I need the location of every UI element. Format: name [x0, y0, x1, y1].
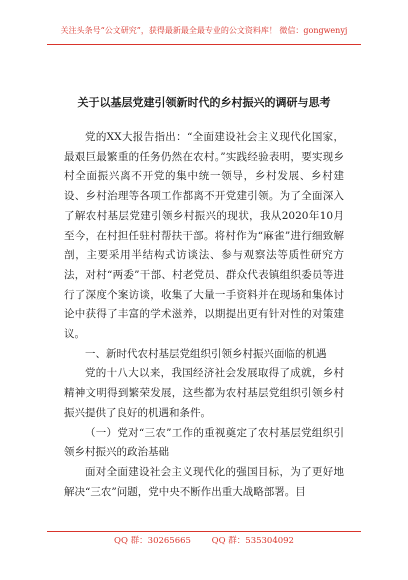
body-paragraph: 面对全面建设社会主义现代化的强国目标，为了更好地解决“三农”问题，党中央不断作出重大战略部署。目: [64, 465, 344, 498]
footer-qq-group-1: QQ 群：30265665: [114, 536, 191, 546]
footer-divider: [47, 531, 361, 532]
document-body: [64, 128, 344, 502]
body-paragraph: 党的XX大报告指出：“全面建设社会主义现代化国家，最艰巨最繁重的任务仍然在农村。”实践经验表明，要实现乡村全面振兴离不开党的集中统一领导，乡村发展、乡村建设、乡村治理等各项工作都离不开党建引领。为了全面深入了解农村基层党建引领乡村振兴的现状，我从2020年10月至今，在村担任驻村帮扶干部。将村作为“麻雀”进行细致解剖，主要采用半结构式访谈法、参与观察法等质性研究方法，对村“两委”干部、村老党员、群众代表镇组织委员等进行了深度个案访谈，收集了大量一手资料并在现场和集体讨论中获得了丰富的学术滋养，以期提出更有针对性的对策建议。: [64, 131, 344, 341]
footer-qq-group-2: QQ 群：535304092: [211, 536, 294, 546]
body-paragraph: 党的十八大以来，我国经济社会发展取得了成就，乡村精神文明得到繁荣发展，这些都为农村基层党组织引领乡村振兴提供了良好的机遇和条件。: [64, 367, 344, 419]
page-header-notice: 关注头条号“公文研究”，获得最新最全最专业的公文资料库！ 微信：gongwenyj: [60, 26, 348, 35]
subsection-heading: （一）党对“三农”工作的重视奠定了农村基层党组织引领乡村振兴的政治基础: [64, 426, 344, 459]
section-heading: 一、新时代农村基层党组织引领乡村振兴面临的机遇: [85, 347, 327, 360]
document-title: 关于以基层党建引领新时代的乡村振兴的调研与思考: [77, 96, 331, 109]
page-footer: [0, 535, 408, 547]
header-divider: [47, 44, 361, 45]
